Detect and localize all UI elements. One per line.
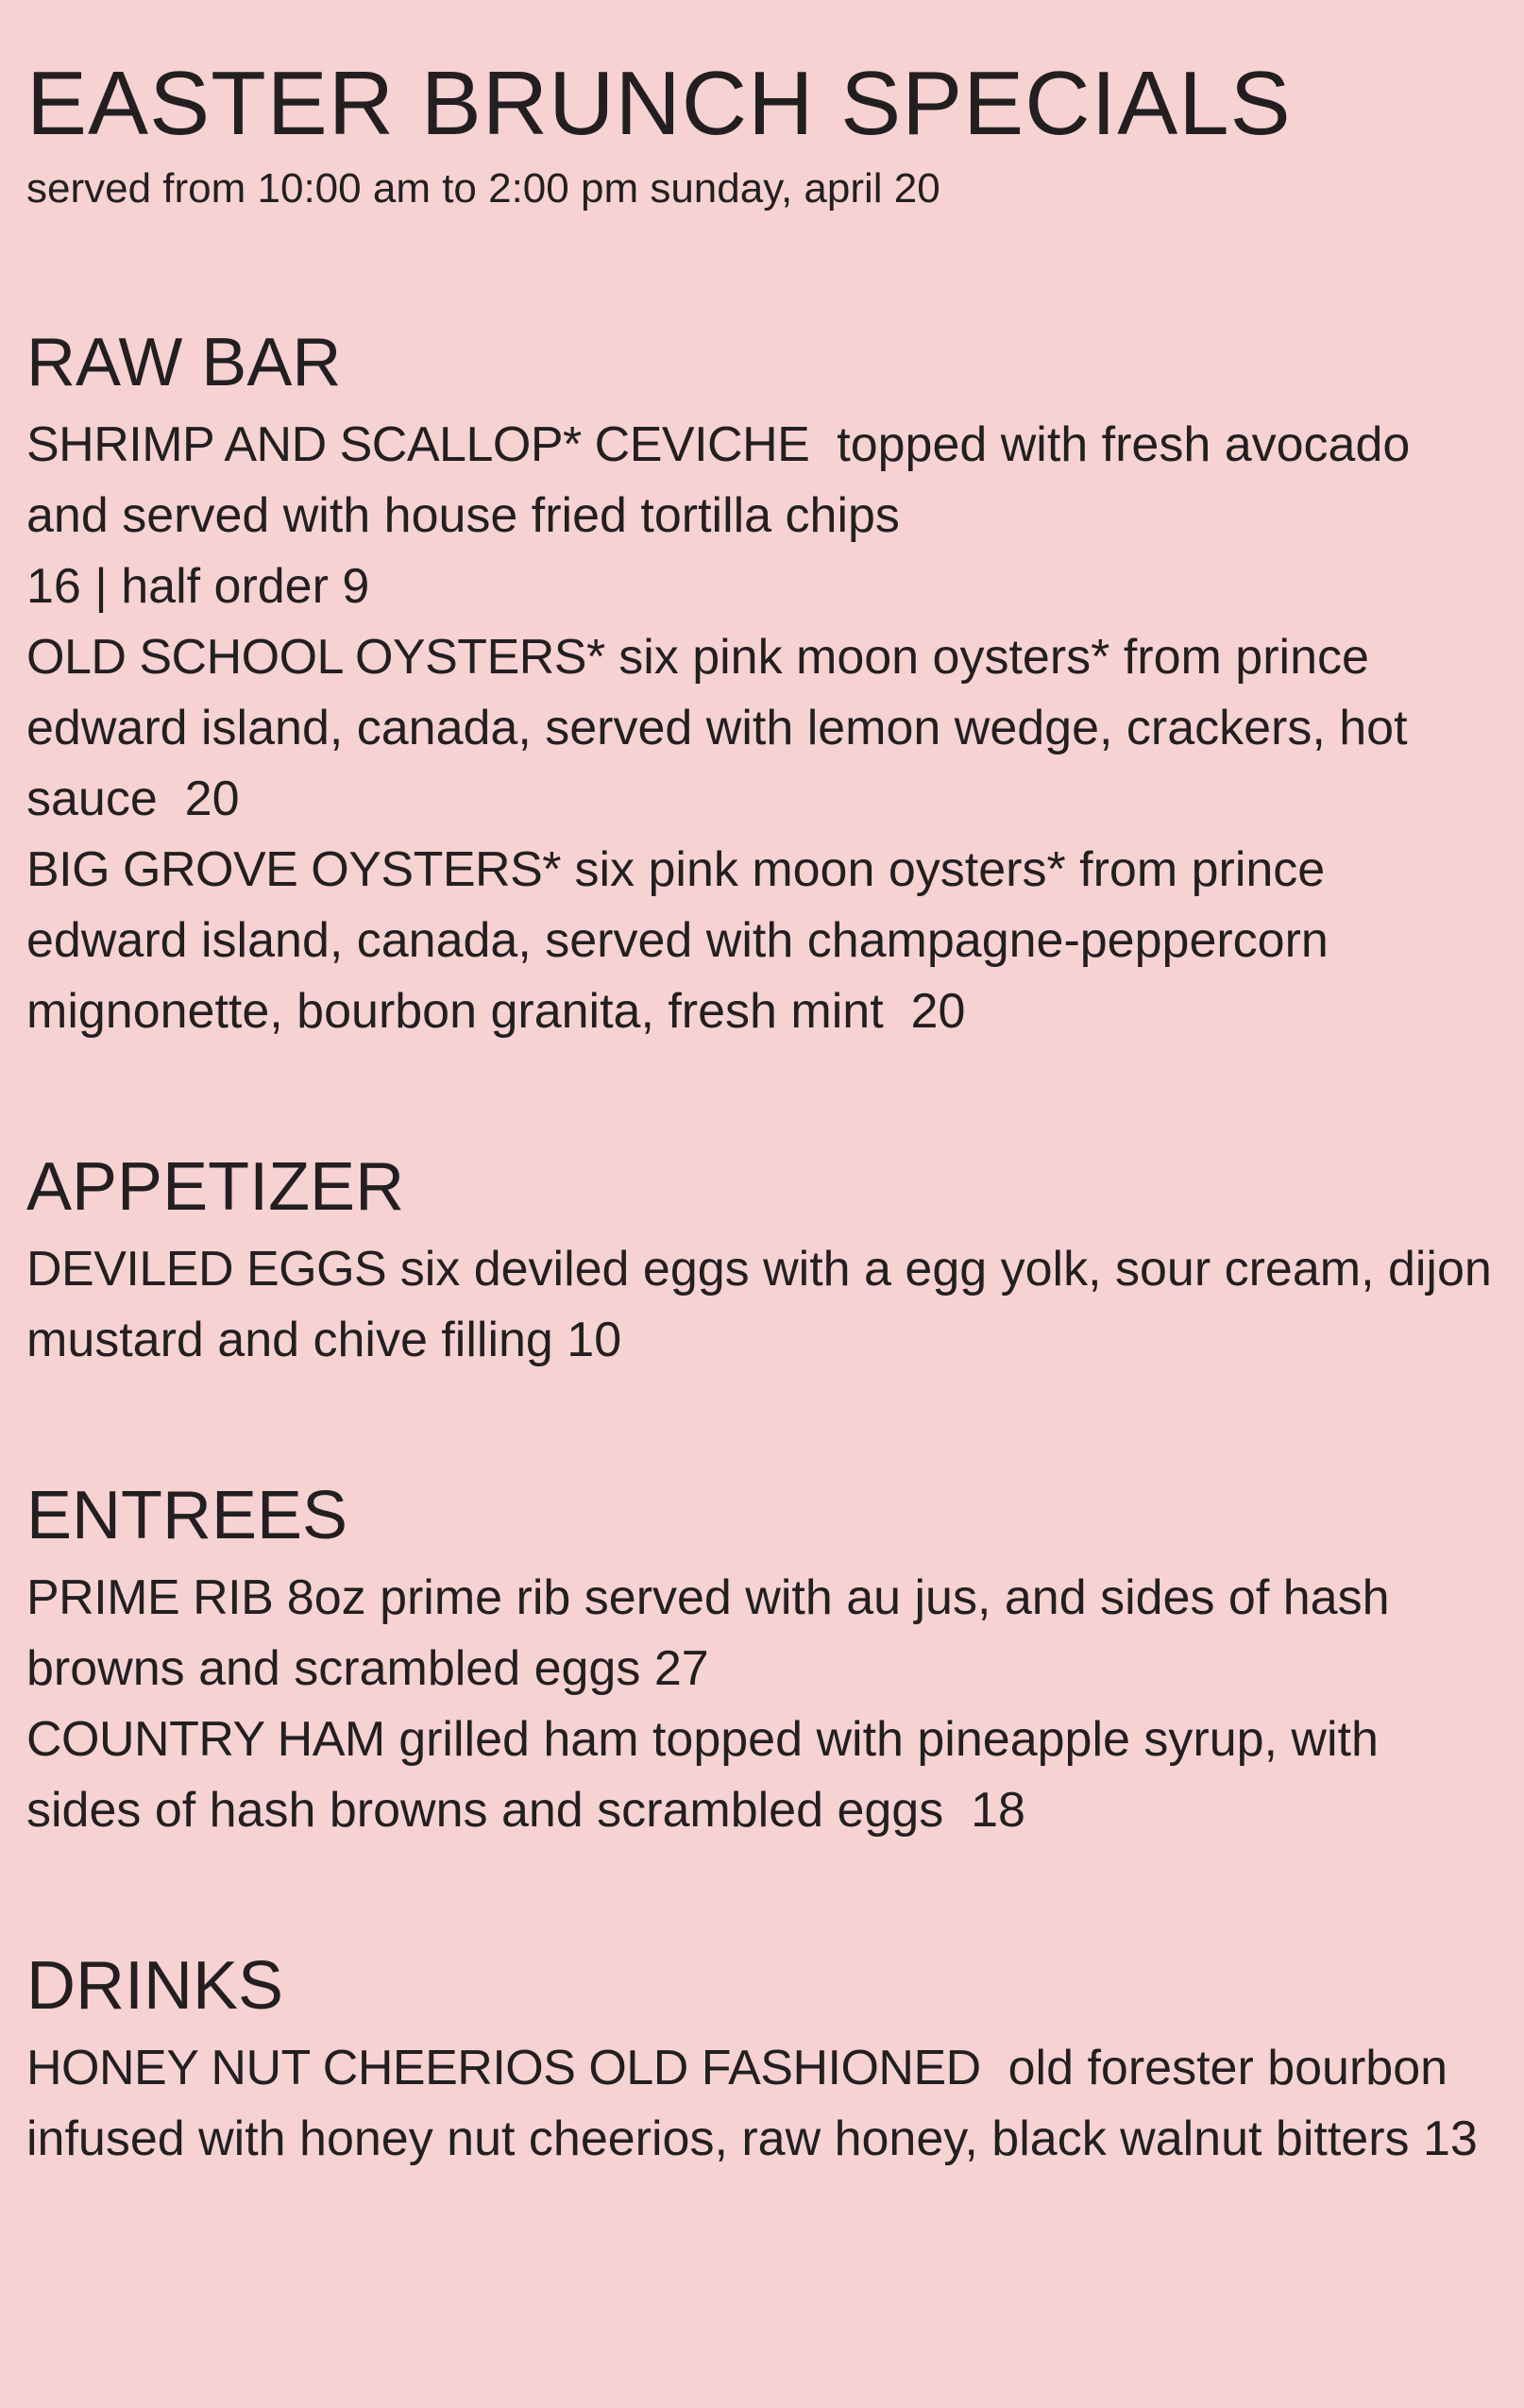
menu-item xyxy=(26,1563,1498,1704)
item-name: HONEY NUT CHEERIOS OLD FASHIONED xyxy=(26,2041,981,2096)
menu-item xyxy=(26,2033,1498,2175)
item-name: PRIME RIB xyxy=(26,1570,274,1626)
menu-item xyxy=(26,622,1498,835)
item-name: DEVILED EGGS xyxy=(26,1242,387,1297)
item-description: topped with fresh avocado and served with house fried tortilla chips xyxy=(26,417,1411,544)
item-description: six pink moon oysters* from prince edward island, canada, served with lemon wedge, crackers, hot sauce xyxy=(26,630,1408,827)
section-raw-bar xyxy=(26,325,1498,1047)
item-description: six deviled eggs with a egg yolk, sour cream, dijon mustard and chive filling xyxy=(26,1242,1492,1368)
section-heading: APPETIZER xyxy=(26,1149,405,1226)
section-heading: DRINKS xyxy=(26,1948,284,2025)
item-name: BIG GROVE OYSTERS* xyxy=(26,842,562,898)
section-heading: ENTREES xyxy=(26,1478,348,1554)
menu-subtitle: served from 10:00 am to 2:00 pm sunday, april 20 xyxy=(26,165,940,212)
item-price: 16 | half order 9 xyxy=(26,559,370,615)
item-name: OLD SCHOOL OYSTERS* xyxy=(26,630,605,686)
item-description: grilled ham topped with pineapple syrup, with sides of hash browns and scrambled eggs xyxy=(26,1712,1379,1839)
menu-title: EASTER BRUNCH SPECIALS xyxy=(26,53,1292,154)
section-entrees xyxy=(26,1478,1498,1846)
item-description: six pink moon oysters* from prince edward island, canada, served with champagne-peppercorn mignonette, bourbon granita, fresh mint xyxy=(26,842,1329,1040)
item-price: 20 xyxy=(910,984,966,1040)
item-price: 27 xyxy=(653,1641,709,1697)
item-price: 18 xyxy=(971,1783,1025,1839)
section-drinks xyxy=(26,1948,1498,2175)
menu-item xyxy=(26,835,1498,1047)
section-appetizer xyxy=(26,1149,1498,1376)
menu-item xyxy=(26,410,1498,622)
item-name: SHRIMP AND SCALLOP* CEVICHE xyxy=(26,417,810,473)
item-name: COUNTRY HAM xyxy=(26,1712,385,1768)
item-price: 20 xyxy=(184,772,240,827)
item-description: 8oz prime rib served with au jus, and sides of hash browns and scrambled eggs xyxy=(26,1570,1390,1697)
item-price: 13 xyxy=(1422,2111,1478,2167)
menu-item xyxy=(26,1234,1498,1376)
menu-item xyxy=(26,1704,1498,1846)
section-heading: RAW BAR xyxy=(26,325,342,401)
item-price: 10 xyxy=(567,1313,622,1368)
item-description: old forester bourbon infused with honey nut cheerios, raw honey, black walnut bitters xyxy=(26,2041,1448,2167)
